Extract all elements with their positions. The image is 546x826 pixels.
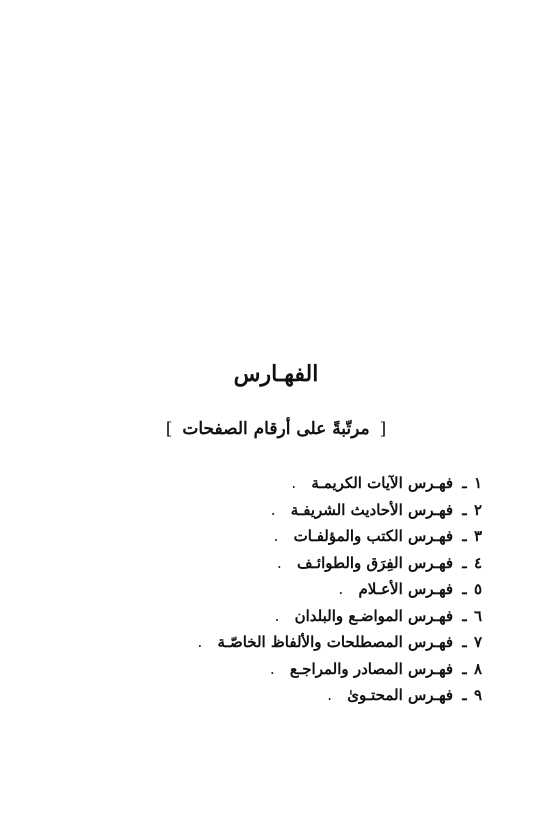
index-item-dash: ـ	[462, 633, 467, 651]
index-item-label: فهـرس المواضـع والبلدان	[294, 606, 454, 625]
index-item-label: فهـرس الأحاديث الشريفـة	[290, 500, 454, 519]
index-item-label: فهـرس الكتب والمؤلفـات	[293, 527, 454, 545]
index-item	[162, 497, 482, 524]
index-item	[162, 656, 482, 683]
index-item-dot: .	[197, 633, 203, 651]
index-list	[162, 470, 482, 709]
index-item	[162, 629, 482, 656]
subtitle-text: مرتّبةً على أرقام الصفحات	[182, 419, 370, 439]
index-item	[162, 550, 482, 577]
subtitle-close-bracket: ]	[165, 419, 173, 439]
index-item-dash: ـ	[462, 553, 467, 572]
index-item-number: ٤	[473, 553, 482, 572]
index-item	[162, 523, 482, 550]
page-title: الفهـارس	[233, 361, 319, 387]
index-item-label: فهـرس الأعـلام	[358, 580, 454, 598]
index-item-dash: ـ	[462, 474, 467, 492]
index-item-dot: .	[327, 686, 333, 704]
index-item	[162, 682, 482, 709]
index-item-number: ٢	[473, 500, 482, 519]
index-item-dash: ـ	[462, 527, 467, 545]
index-item-dot: .	[338, 580, 344, 598]
index-item-number: ٥	[473, 580, 482, 598]
index-item-number: ٩	[473, 686, 482, 704]
index-item-label: فهـرس الفِرَق والطوائـف	[297, 553, 454, 572]
index-item-dot: .	[270, 500, 276, 519]
index-item-label: فهـرس المحتـوىٰ	[347, 686, 454, 704]
index-item	[162, 603, 482, 630]
index-item-label: فهـرس المصطلحات والألفاظ الخاصّـة	[217, 633, 454, 651]
index-item-number: ٧	[473, 633, 482, 651]
index-item-number: ٣	[473, 527, 482, 545]
page-subtitle	[0, 414, 546, 444]
index-item-dash: ـ	[462, 606, 467, 625]
index-item-dot: .	[276, 553, 282, 572]
index-item-dot: .	[269, 659, 275, 678]
index-item-dash: ـ	[462, 659, 467, 678]
subtitle-open-bracket: [	[379, 419, 387, 439]
index-item-dot: .	[274, 606, 280, 625]
index-item-label: فهـرس الآيات الكريمـة	[311, 474, 454, 492]
index-item	[162, 470, 482, 497]
index-item-dot: .	[273, 527, 279, 545]
index-item-dash: ـ	[462, 500, 467, 519]
index-item	[162, 576, 482, 603]
index-item-number: ١	[473, 474, 482, 492]
index-item-number: ٦	[473, 606, 482, 625]
index-item-dot: .	[291, 474, 297, 492]
index-item-label: فهـرس المصادر والمراجـع	[289, 659, 454, 678]
index-item-dash: ـ	[462, 580, 467, 598]
index-item-number: ٨	[473, 659, 482, 678]
index-item-dash: ـ	[462, 686, 467, 704]
